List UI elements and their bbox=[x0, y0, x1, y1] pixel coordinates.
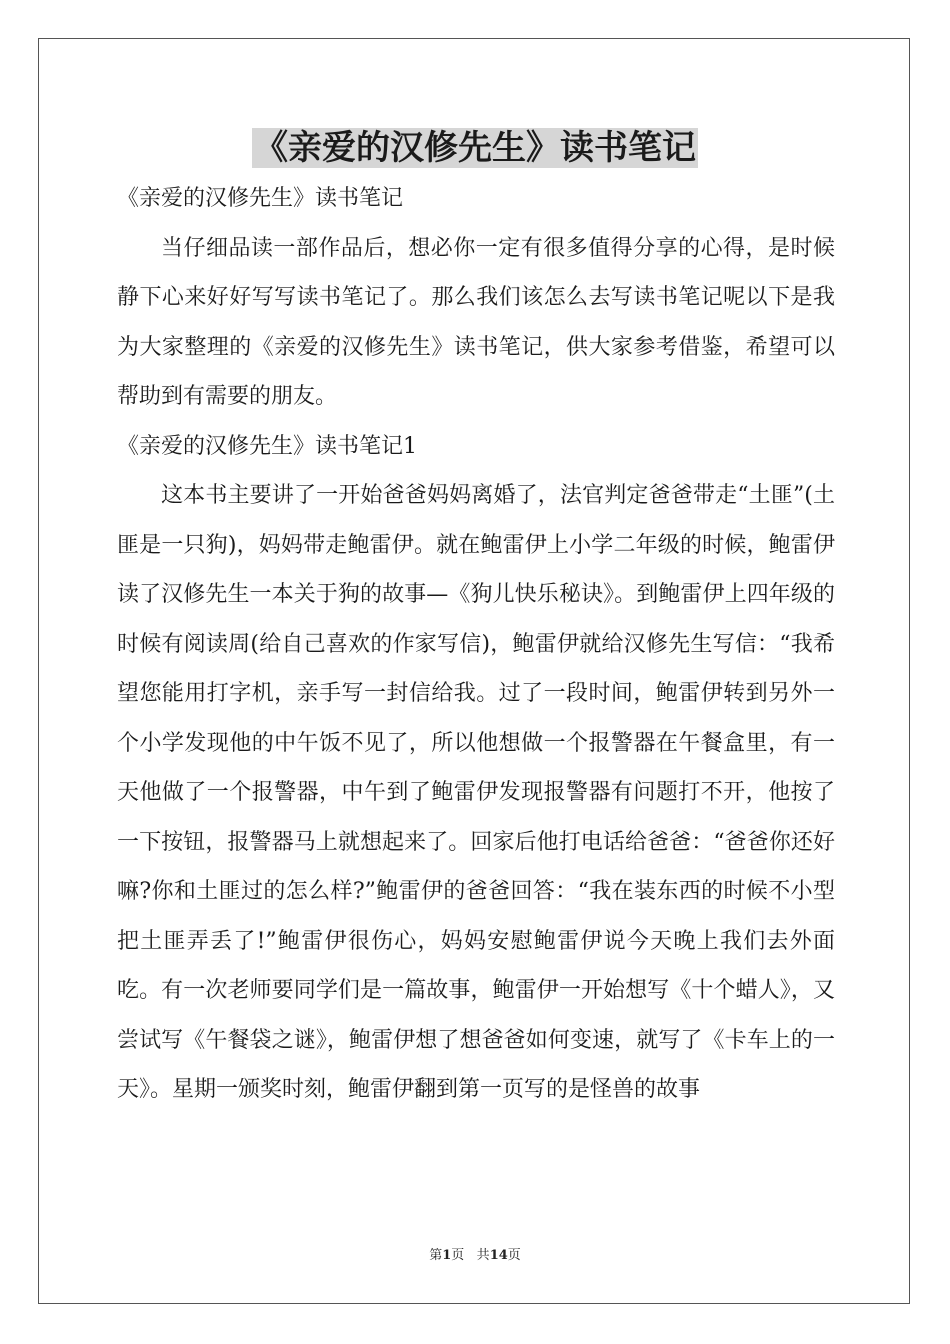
page-number: 1 bbox=[442, 1248, 452, 1263]
section-paragraph: 这本书主要讲了一开始爸爸妈妈离婚了，法官判定爸爸带走“土匪”(土匪是一只狗)，妈妈带走鲍雷伊。就在鲍雷伊上小学二年级的时候，鲍雷伊读了汉修先生一本关于狗的故事—《狗儿快乐秘诀》。到鲍雷伊上四年级的时候有阅读周(给自己喜欢的作家写信)，鲍雷伊就给汉修先生写信：“我希望您能用打字机，亲手写一封信给我。过了一段时间，鲍雷伊转到另外一个小学发现他的中午饭不见了，所以他想做一个报警器在午餐盒里，有一天他做了一个报警器，中午到了鲍雷伊发现报警器有问题打不开，他按了一下按钮，报警器马上就想起来了。回家后他打电话给爸爸：“爸爸你还好嘛?你和土匪过的怎么样?”鲍雷伊的爸爸回答：“我在装东西的时候不小型把土匪弄丢了!”鲍雷伊很伤心，妈妈安慰鲍雷伊说今天晚上我们去外面吃。有一次老师要同学们是一篇故事，鲍雷伊一开始想写《十个蜡人》，又尝试写《午餐袋之谜》，鲍雷伊想了想爸爸如何变速，就写了《卡车上的一天》。星期一颁奖时刻，鲍雷伊翻到第一页写的是怪兽的故事 bbox=[117, 483, 835, 1102]
document-subtitle: 《亲爱的汉修先生》读书笔记 bbox=[117, 186, 404, 211]
page-suffix: 页 bbox=[451, 1248, 465, 1263]
page-footer bbox=[0, 1246, 950, 1266]
intro-paragraph: 当仔细品读一部作品后，想必你一定有很多值得分享的心得，是时候静下心来好好写写读书笔记了。那么我们该怎么去写读书笔记呢以下是我为大家整理的《亲爱的汉修先生》读书笔记，供大家参考借鉴，希望可以帮助到有需要的朋友。 bbox=[117, 235, 835, 409]
document-title-text: 《亲爱的汉修先生》读书笔记 bbox=[254, 128, 696, 168]
total-prefix: 共 bbox=[476, 1248, 490, 1263]
document-body bbox=[117, 174, 835, 1115]
document-title bbox=[0, 122, 950, 174]
page-total: 14 bbox=[489, 1248, 508, 1263]
total-suffix: 页 bbox=[507, 1248, 521, 1263]
section-heading: 《亲爱的汉修先生》读书笔记1 bbox=[117, 433, 417, 459]
page-prefix: 第 bbox=[429, 1248, 443, 1263]
